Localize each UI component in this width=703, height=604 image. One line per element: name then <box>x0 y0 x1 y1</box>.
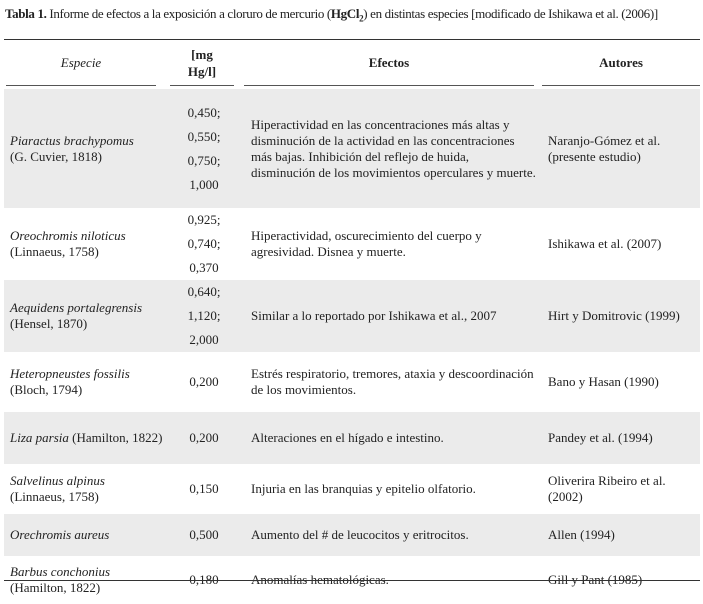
species-name: Heteropneustes fossilis <box>10 366 130 381</box>
table-row <box>4 412 700 464</box>
header-row <box>4 41 700 86</box>
table-row <box>4 464 700 514</box>
header-effects-label: Efectos <box>244 41 534 86</box>
formula-subscript: 2 <box>359 13 364 24</box>
species-cell <box>4 464 164 514</box>
caption-text-end: ) en distintas especies [modificado de Ishikawa et al. (2006)] <box>363 6 658 21</box>
species-name: Orechromis aureus <box>10 527 110 542</box>
concentration-cell <box>164 514 244 556</box>
concentration-value: 1,120; <box>187 308 221 323</box>
effects-cell: Anomalías hematológicas. <box>251 572 389 587</box>
concentration-value: 0,450; <box>187 104 221 120</box>
concentration-value: 1,000 <box>189 176 219 192</box>
concentration-cell <box>164 412 244 464</box>
authors-cell: Naranjo-Gómez et al. (presente estudio) <box>542 89 700 208</box>
authors-cell: Gill y Pant (1985) <box>548 572 643 587</box>
species-cell <box>4 412 164 464</box>
species-name: Liza parsia <box>10 430 69 445</box>
species-authority: (Hamilton, 1822) <box>72 430 163 445</box>
concentration-cell <box>164 89 244 208</box>
concentration-value: 0,740; <box>187 236 221 251</box>
caption-text: Informe de efectos a la exposición a cloruro de mercurio ( <box>46 6 331 21</box>
species-authority: (Hamilton, 1822) <box>10 580 101 595</box>
concentration-value: 0,550; <box>187 128 221 144</box>
species-cell <box>4 280 164 352</box>
species-authority: (Bloch, 1794) <box>10 382 83 397</box>
effects-cell: Similar a lo reportado por Ishikawa et al., 2007 <box>244 280 542 352</box>
concentration-cell <box>164 464 244 514</box>
concentration-value: 0,750; <box>187 152 221 168</box>
concentration-cell <box>164 208 244 280</box>
table-bottom-rule <box>4 580 700 581</box>
effects-cell: Hiperactividad en las concentraciones más altas y disminución de la actividad en las concentraciones más bajas. Inhibición del reflejo de huida, disminución de los movimientos operculares y muerte. <box>244 89 542 208</box>
effects-table <box>4 41 700 604</box>
concentration-value: 0,500 <box>189 527 219 542</box>
authors-cell: Oliverira Ribeiro et al. (2002) <box>548 473 666 504</box>
concentration-value: 0,370 <box>189 260 219 275</box>
concentration-value: 2,000 <box>189 332 219 347</box>
species-authority: (Linnaeus, 1758) <box>10 244 99 259</box>
concentration-value: 0,925; <box>187 212 221 227</box>
concentration-value: 0,150 <box>189 481 219 496</box>
header-effects <box>244 41 542 86</box>
authors-cell: Hirt y Domitrovic (1999) <box>542 280 700 352</box>
concentration-value: 0,640; <box>187 284 221 299</box>
concentration-value: 0,200 <box>189 374 219 389</box>
effects-cell: Injuria en las branquias y epitelio olfatorio. <box>251 481 476 496</box>
header-conc-line2: Hg/l] <box>187 64 217 79</box>
table-caption <box>5 6 658 24</box>
header-conc-line1: [mg <box>191 47 213 62</box>
authors-cell: Ishikawa et al. (2007) <box>548 236 662 251</box>
concentration-value: 0,200 <box>189 430 219 445</box>
header-authors <box>542 41 700 86</box>
species-cell <box>4 208 164 280</box>
header-species <box>4 41 164 86</box>
effects-cell: Aumento del # de leucocitos y eritrocitos. <box>244 514 542 556</box>
table-row <box>4 208 700 280</box>
caption-label: Tabla 1. <box>5 6 47 21</box>
effects-cell: Hiperactividad, oscurecimiento del cuerpo y agresividad. Disnea y muerte. <box>251 228 482 259</box>
header-authors-label: Autores <box>542 41 700 86</box>
authors-cell: Bano y Hasan (1990) <box>548 374 659 389</box>
species-cell <box>4 352 164 412</box>
species-authority: (Linnaeus, 1758) <box>10 489 99 504</box>
authors-cell: Allen (1994) <box>542 514 700 556</box>
table-top-rule <box>4 39 700 40</box>
species-name: Oreochromis niloticus <box>10 228 126 243</box>
header-species-label: Especie <box>6 41 156 86</box>
concentration-value: 0,180 <box>189 572 219 587</box>
species-name: Salvelinus alpinus <box>10 473 105 488</box>
species-name: Barbus conchonius <box>10 564 111 579</box>
species-name: Aequidens portalegrensis <box>10 300 143 315</box>
table-row <box>4 89 700 208</box>
table-row <box>4 514 700 556</box>
table-row <box>4 280 700 352</box>
caption-formula <box>330 6 364 24</box>
species-cell <box>4 89 164 208</box>
effects-cell: Alteraciones en el hígado e intestino. <box>244 412 542 464</box>
header-concentration <box>164 41 244 86</box>
species-name: Piaractus brachypomus <box>10 132 134 148</box>
species-cell <box>4 514 164 556</box>
table-row <box>4 352 700 412</box>
species-authority: (Hensel, 1870) <box>10 316 88 331</box>
concentration-cell <box>164 280 244 352</box>
species-authority: (G. Cuvier, 1818) <box>10 148 102 164</box>
effects-cell: Estrés respiratorio, tremores, ataxia y descoordinación de los movimientos. <box>251 366 534 397</box>
authors-cell: Pandey et al. (1994) <box>542 412 700 464</box>
formula: HgCl <box>330 6 360 21</box>
concentration-cell <box>164 352 244 412</box>
